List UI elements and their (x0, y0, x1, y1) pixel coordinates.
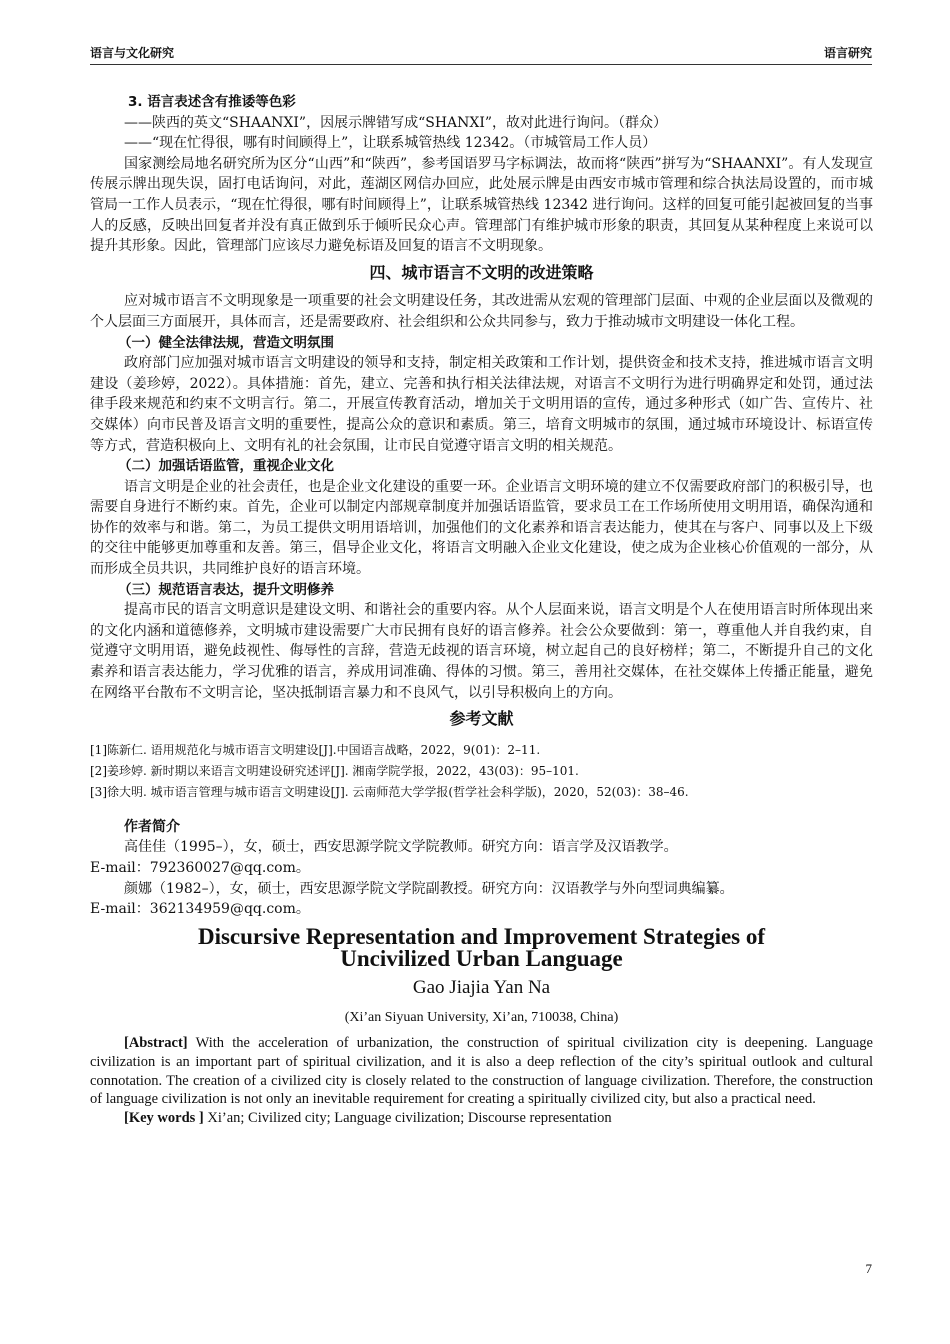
author-1-email: E-mail：792360027@qq.com。 (90, 860, 310, 876)
reference-item: [1]陈新仁. 语用规范化与城市语言文明建设[J].中国语言战略，2022，9(01)：2–11. (90, 742, 541, 757)
subsection-3-text: 提高市民的语言文明意识是建设文明、和谐社会的重要内容。从个人层面来说，语言文明是个人在使用语言时所体现出来的文化内涵和道德修养，文明城市建设需要广大市民拥有良好的语言修养。社会公众要做到：第一，尊重他人并自我约束，自觉遵守文明用语，避免歧视性、侮辱性的言辞，营造无歧视的语言环境，树立起自己的良好榜样；第二，不断提升自己的文化素养和语言表达能力，学习优雅的语言，养成用词准确、得体的习惯。第三，善用社交媒体，在社交媒体上传播正能量，避免在网络平台散布不文明言论，坚决抵制语言暴力和不良风气，以引导积极向上的方向。 (90, 602, 873, 701)
header-journal-section: 语言与文化研究 (90, 46, 175, 60)
section-4-intro: 应对城市语言不文明现象是一项重要的社会文明建设任务，其改进需从宏观的管理部门层面、中观的企业层面以及微观的个人层面三方面展开，具体而言，还是需要政府、社会组织和公众共同参与，致力于推动城市文明建设一体化工程。 (90, 293, 873, 330)
subsection-1-heading: （一）健全法律法规，营造文明氛围 (118, 334, 334, 351)
reference-list (90, 740, 873, 803)
quote-1: ——陕西的英文“SHAANXI”，因展示牌错写成“SHANXI”，故对此进行询问。（群众） (124, 114, 668, 131)
english-abstract (90, 1034, 873, 1108)
subsection-2-text: 语言文明是企业的社会责任，也是企业文化建设的重要一环。企业语言文明环境的建立不仅需要政府部门的积极引导，也需要自身进行不断约束。首先，企业可以制定内部规章制度并加强话语监管，要求员工在工作场所使用文明用语，确保沟通和协作的效率与和谐。第二，为员工提供文明用语培训，加强他们的文化素养和语言表达能力，使其在与客户、同事以及上下级的交往中能够更加尊重和友善。第三，倡导企业文化，将语言文明融入企业文化建设，使之成为企业核心价值观的一部分，从而形成全员共识，共同维护良好的语言环境。 (90, 478, 873, 578)
running-header (90, 40, 872, 65)
keywords-text: Xi’an; Civilized city; Language civilization; Discourse representation (203, 1109, 612, 1126)
keywords-label: [Key words ] (124, 1109, 204, 1126)
author-1-bio: 高佳佳（1995–），女，硕士，西安思源学院文学院教师。研究方向：语言学及汉语教学。 (124, 839, 678, 856)
abstract-text: With the acceleration of urbanization, the construction of spiritual civilization city is deepening. Language civilization is an important part of spiritual civilization, and it is also a deep reflection of the city’s spiritual outlook and cultural connotation. The creation of a civilized city is closely related to the construction of language civilization. Therefore, the construction of language civilization is not only an inevitable requirement for creating a spiritually civilized city, but also a practical need. (90, 1035, 873, 1108)
subsection-1-text: 政府部门应加强对城市语言文明建设的领导和支持，制定相关政策和工作计划，提供资金和技术支持，推进城市语言文明建设（姜珍婷，2022）。具体措施：首先，建立、完善和执行相关法律法规，对语言不文明行为进行明确界定和处罚，通过法律手段来规范和约束不文明言行。第二，开展宣传教育活动，增加关于文明用语的宣传，通过多种形式（如广告、宣传片、社交媒体）向市民普及语言文明的重要性，提高公众的意识和素质。第三，培育文明城市的氛围，通过城市环境设计、标语宣传等方式，营造积极向上、文明有礼的社会氛围，让市民自觉遵守语言文明的相关规范。 (90, 355, 873, 454)
abstract-label: [Abstract] (124, 1035, 188, 1052)
section-3-heading: 3. 语言表述含有推诿等色彩 (128, 94, 296, 110)
quote-2: ——“现在忙得很，哪有时间顾得上”，让联系城管热线 12342。（市城管局工作人员） (124, 135, 657, 152)
author-2-bio: 颜娜（1982–），女，硕士，西安思源学院文学院副教授。研究方向：汉语教学与外向型词典编纂。 (124, 880, 734, 897)
english-keywords (90, 1109, 873, 1128)
page-number: 7 (865, 1261, 872, 1276)
article-body (90, 92, 873, 1127)
english-authors: Gao Jiajia Yan Na (412, 976, 551, 998)
english-affiliation: (Xi’an Siyuan University, Xi’an, 710038, China) (344, 1009, 619, 1025)
subsection-2-heading: （二）加强话语监管，重视企业文化 (118, 458, 334, 475)
subsection-3-heading: （三）规范语言表达，提升文明修养 (118, 581, 334, 598)
section-4-title: 四、城市语言不文明的改进策略 (369, 262, 594, 282)
section-3-paragraph: 国家测绘局地名研究所为区分“山西”和“陕西”，参考国语罗马字标调法，故而将“陕西”拼写为“SHAANXI”。有人发现宣传展示牌出现失误，固打电话询问，对此，莲湖区网信办回应，此处展示牌是由西安市城市管理和综合执法局设置的，而市城管局一工作人员表示，“现在忙得很，哪有时间顾得上”，让联系城管热线 12342 进行询问。这样的回复可能引起被回复的当事人的反感，反映出回复者并没有真正做到乐于倾听民众心声。管理部门有维护城市形象的职责，其回复从某种程度上来说可以提升其形象。因此，管理部门应该尽力避免标语及回复的语言不文明现象。 (90, 155, 873, 255)
header-column: 语言研究 (823, 46, 872, 60)
author-bio-heading: 作者简介 (124, 818, 180, 835)
author-2-email: E-mail：362134959@qq.com。 (90, 901, 310, 918)
reference-item: [3]徐大明. 城市语言管理与城市语言文明建设[J]. 云南师范大学学报(哲学社会科学版)，2020，52(03)：38–46. (90, 784, 689, 799)
english-title: Discursive Representation and Improvement Strategies of Uncivilized Urban Language (197, 923, 766, 971)
reference-item: [2]姜珍婷. 新时期以来语言文明建设研究述评[J]. 湘南学院学报，2022，43(03)：95–101. (90, 763, 579, 778)
references-title: 参考文献 (449, 709, 514, 729)
